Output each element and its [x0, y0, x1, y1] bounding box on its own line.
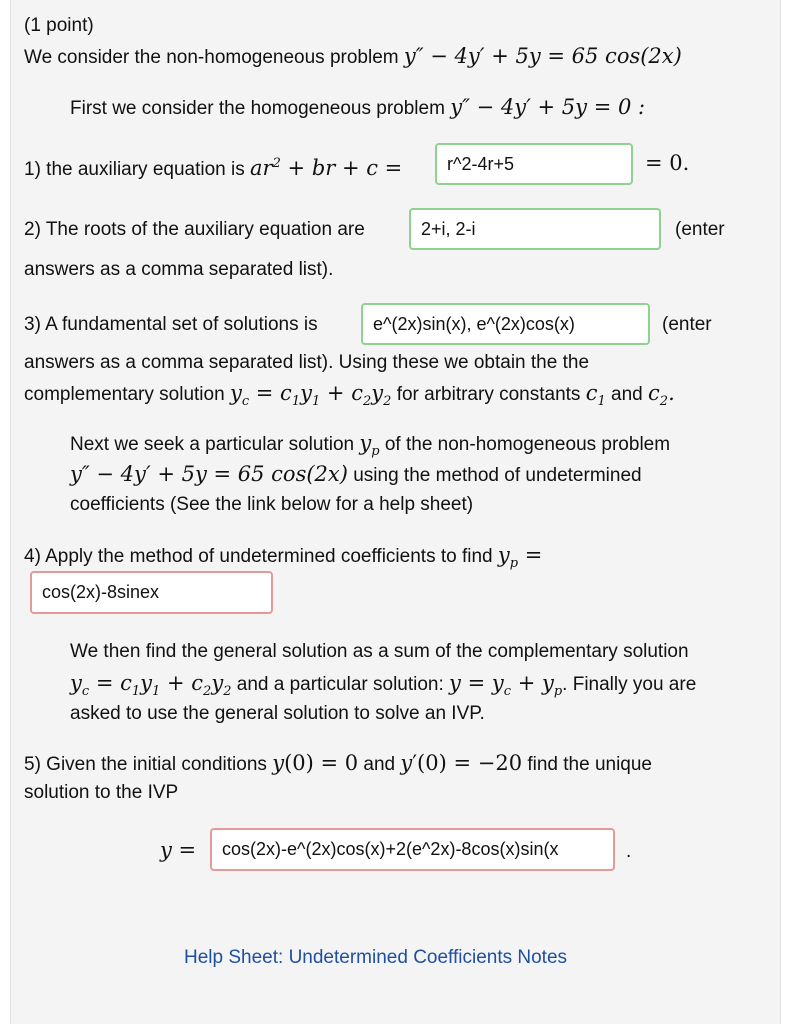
particular-line2 [70, 462, 642, 488]
homog-line [70, 95, 645, 121]
general-text2b: . Finally you are [562, 674, 697, 695]
nonhomog-equation: y″ − 4y′ + 5y = 65 cos(2x) [403, 44, 682, 68]
particular-text2: using the method of undetermined [353, 465, 642, 486]
constant-c1: $c_1$ [585, 381, 606, 410]
general-formula: $y = y_c + y_p$ [449, 671, 563, 700]
particular-line1 [70, 431, 670, 464]
y-equals: y = [160, 838, 197, 862]
points-label: (1 point) [24, 15, 94, 36]
q5-label: 5) Given the initial conditions [24, 754, 267, 775]
q3-line3-text: complementary solution [24, 384, 225, 405]
q4-answer-input[interactable]: cos(2x)-8sinex [30, 571, 273, 614]
nonhomog-equation-2: y″ − 4y′ + 5y = 65 cos(2x) [70, 462, 348, 486]
q4-label: 4) Apply the method of undetermined coefficients to find [24, 546, 493, 567]
q1-label: 1) the auxiliary equation is [24, 159, 245, 180]
q3-line3-mid: for arbitrary constants [396, 384, 581, 405]
q5-and: and [363, 754, 396, 775]
q2-label: 2) The roots of the auxiliary equation are [24, 219, 365, 240]
q2-suffix: (enter [675, 219, 725, 240]
q1-answer-input[interactable]: r^2-4r+5 [435, 143, 633, 185]
complementary-formula: $y_c = c_1y_1 + c_2y_2$ [229, 381, 392, 410]
q2-line2: answers as a comma separated list). [24, 259, 334, 280]
aux-form: $ar^2$ + br + c = [250, 156, 403, 180]
homog-equation: y″ − 4y′ + 5y = 0 : [450, 95, 646, 119]
homog-text: First we consider the homogeneous problem [70, 98, 445, 119]
q3-answer-input[interactable]: e^(2x)sin(x), e^(2x)cos(x) [361, 303, 650, 345]
general-line1: We then find the general solution as a sum of the complementary solution [70, 641, 689, 662]
particular-text1b: of the non-homogeneous problem [384, 434, 671, 455]
q3-line3 [24, 381, 675, 414]
intro-line [24, 44, 682, 70]
complementary-formula-2: $y_c = c_1y_1 + c_2y_2$ [70, 671, 232, 700]
constant-c2: $c_2$. [648, 381, 675, 410]
q2-answer-input[interactable]: 2+i, 2-i [409, 208, 661, 250]
particular-line3: coefficients (See the link below for a help sheet) [70, 494, 474, 515]
q1-suffix: = 0. [645, 151, 690, 175]
help-sheet-link[interactable]: Help Sheet: Undetermined Coefficients Notes [184, 947, 568, 968]
intro-text: We consider the non-homogeneous problem [24, 47, 399, 68]
q5-suffix: find the unique [527, 754, 653, 775]
q5-answer-input[interactable]: cos(2x)-e^(2x)cos(x)+2(e^2x)-8cos(x)sin(x [210, 828, 615, 871]
yp-equals: $y_p$ = [497, 543, 543, 572]
general-line3: asked to use the general solution to solve an IVP. [70, 703, 485, 724]
ic-dy0: y′(0) = −20 [400, 751, 523, 775]
general-text2: and a particular solution: [236, 674, 444, 695]
q3-line3-and: and [611, 384, 643, 405]
q5-line [24, 751, 652, 777]
q3-line2: answers as a comma separated list). Using these we obtain the the [24, 352, 590, 373]
q5-line2: solution to the IVP [24, 782, 179, 803]
q3-label: 3) A fundamental set of solutions is [24, 314, 318, 335]
general-line2 [70, 671, 696, 704]
particular-text1: Next we seek a particular solution [70, 434, 355, 455]
ic-y0: y(0) = 0 [272, 751, 359, 775]
yp-symbol: $y_p$ [359, 431, 380, 460]
q1-line [24, 152, 402, 182]
q5-period: . [626, 841, 632, 862]
q3-suffix: (enter [662, 314, 712, 335]
